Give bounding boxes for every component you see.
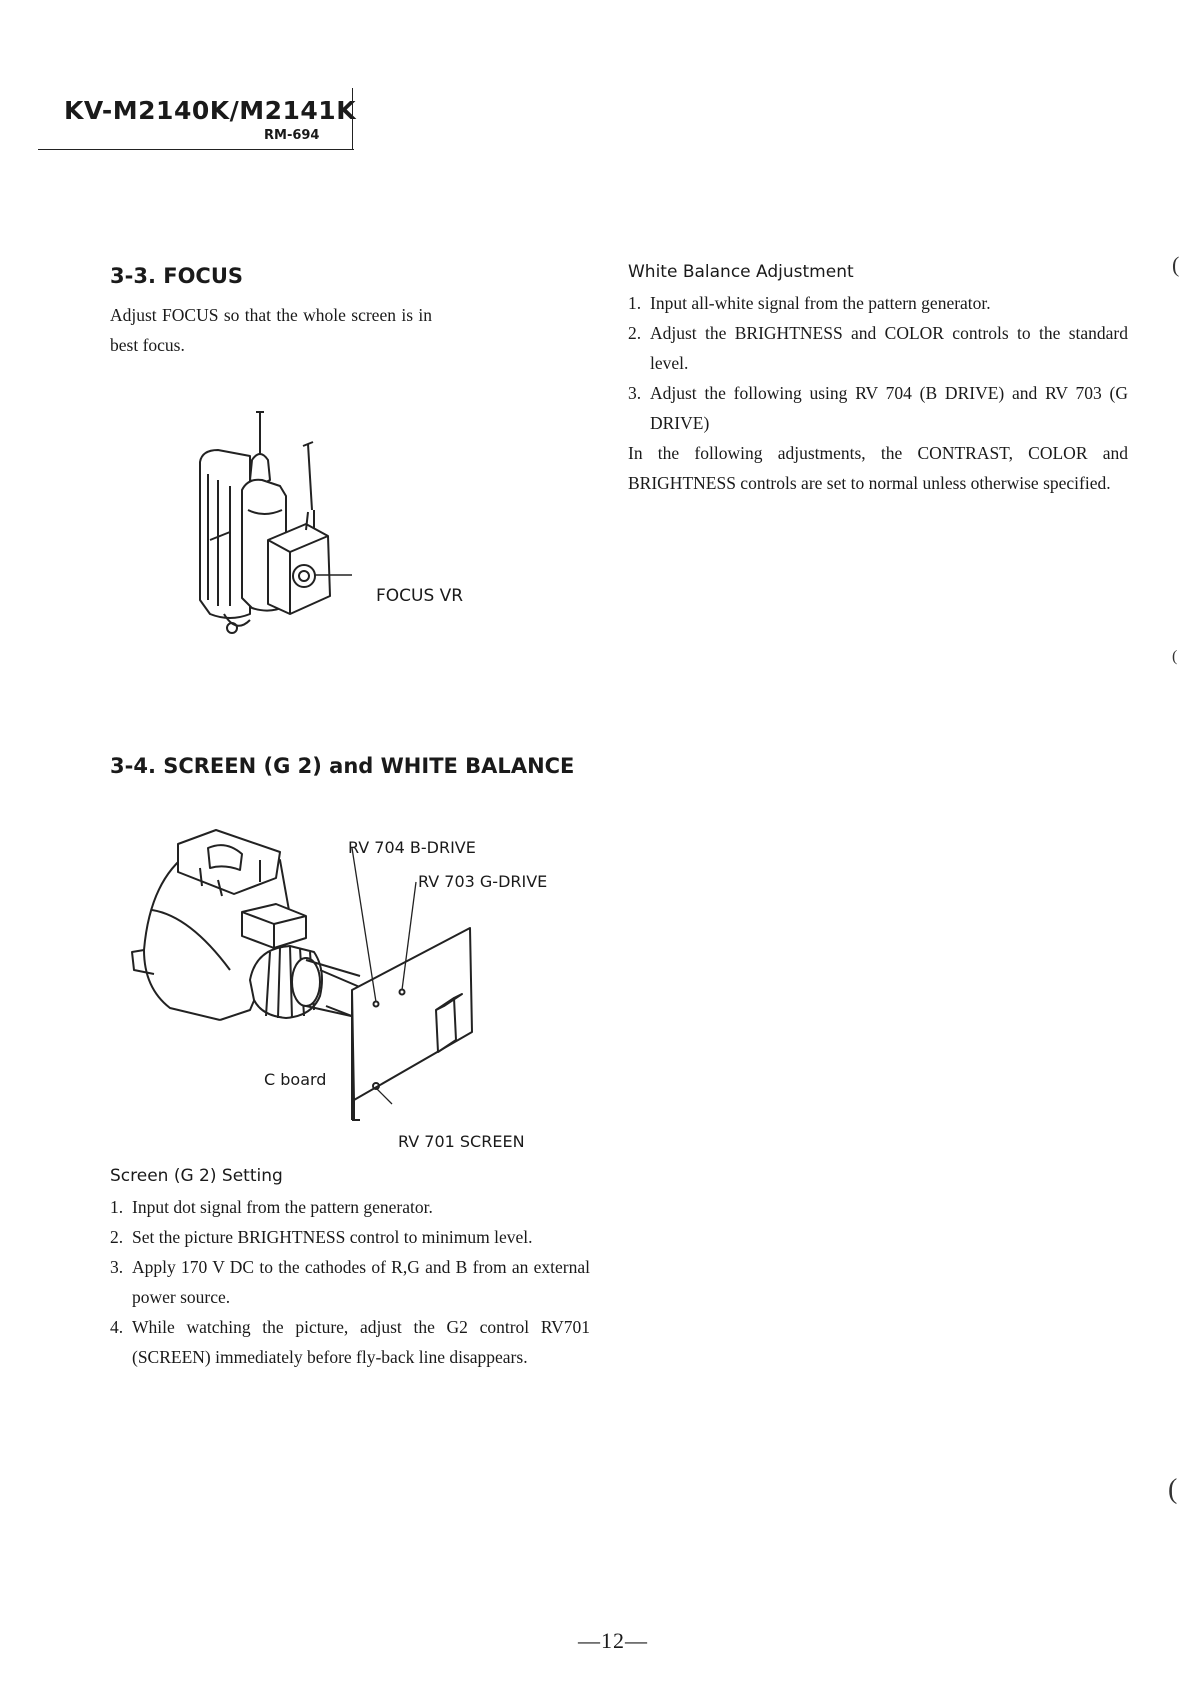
binding-mark: ( [1168, 1474, 1178, 1505]
binding-mark: ( [1172, 648, 1178, 665]
model-title: KV-M2140K/M2141K [64, 96, 357, 125]
binding-mark: ( [1172, 252, 1180, 277]
remote-model: RM-694 [264, 128, 320, 143]
header-vertical-rule [352, 88, 353, 150]
list-item: 3. Apply 170 V DC to the cathodes of R,G and B from an external power source. [110, 1257, 590, 1307]
list-item: 1. Input all-white signal from the pattern generator. [628, 293, 991, 313]
list-item: 3. Adjust the following using RV 704 (B DRIVE) and RV 703 (G DRIVE) [628, 383, 1128, 433]
header-rule [38, 149, 354, 150]
rv704-label: RV 704 B-DRIVE [348, 838, 476, 857]
white-balance-note: In the following adjustments, the CONTRAST, COLOR and BRIGHTNESS controls are set to normal unless otherwise specified. [628, 443, 1128, 493]
white-balance-title: White Balance Adjustment [628, 262, 854, 282]
list-item: 2. Set the picture BRIGHTNESS control to minimum level. [110, 1227, 533, 1247]
list-item: 1. Input dot signal from the pattern generator. [110, 1197, 433, 1217]
screen-setting-title: Screen (G 2) Setting [110, 1166, 283, 1186]
rv701-label: RV 701 SCREEN [398, 1132, 525, 1151]
c-board-label: C board [264, 1070, 327, 1089]
list-item: 2. Adjust the BRIGHTNESS and COLOR controls to the standard level. [628, 323, 1128, 373]
focus-vr-label: FOCUS VR [376, 586, 464, 606]
screen-setting-steps [110, 1192, 590, 1372]
page-number: —12— [578, 1628, 648, 1653]
crt-c-board-figure [130, 820, 500, 1160]
flyback-transformer-figure [190, 400, 490, 650]
focus-text: Adjust FOCUS so that the whole screen is in best focus. [110, 305, 432, 355]
rv703-label: RV 703 G-DRIVE [418, 872, 548, 891]
screen-heading: 3-4. SCREEN (G 2) and WHITE BALANCE [110, 754, 575, 778]
focus-heading: 3-3. FOCUS [110, 264, 244, 288]
list-item: 4. While watching the picture, adjust the G2 control RV701 (SCREEN) immediately before fly-back line disappears. [110, 1317, 590, 1367]
white-balance-steps [628, 288, 1128, 438]
